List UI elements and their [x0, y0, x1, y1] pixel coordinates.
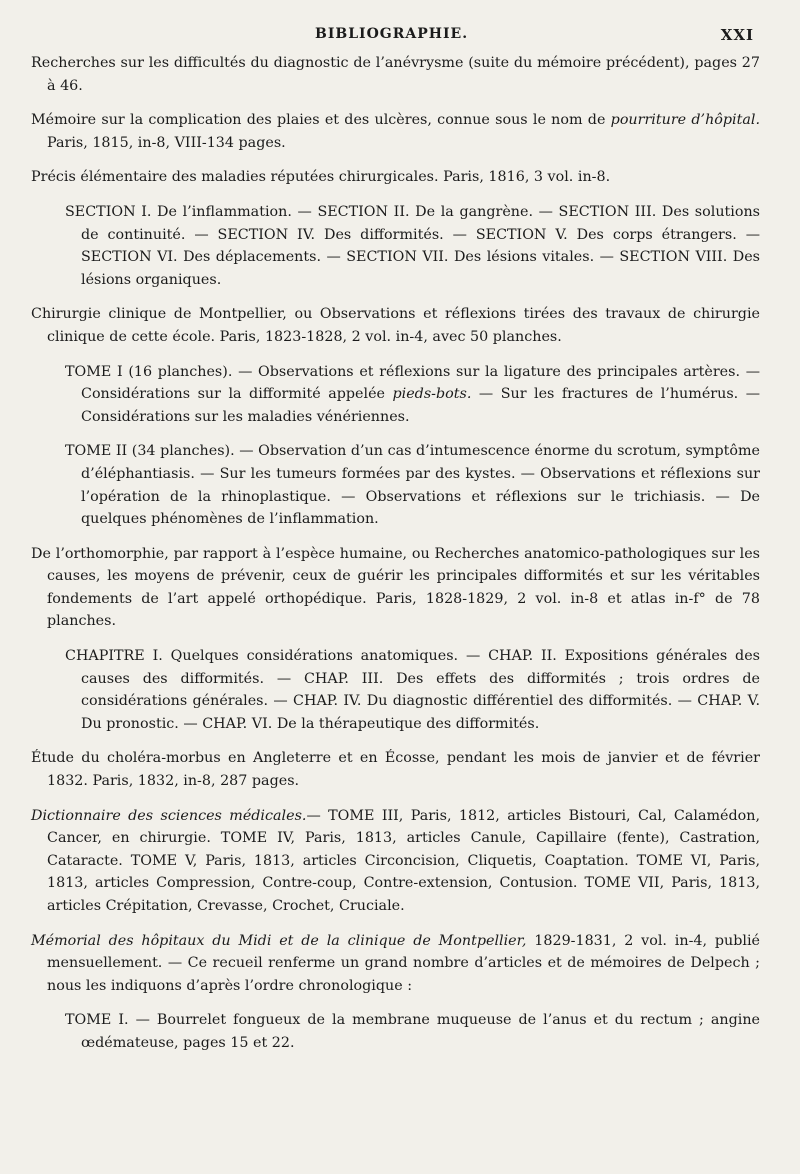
- running-header: [31, 22, 760, 52]
- bibliography-subentry: TOME II (34 planches). — Observation d’un cas d’intumescence énorme du scrotum, symptôme d’éléphantiasis. — Sur les tumeurs formées par des kystes. — Observations et réflexions sur l’opération de la rhinoplastique. — Observations et réflexions sur le trichiasis. — De quelques phénomènes de l’inflammation.: [65, 443, 760, 528]
- page-number: XXI: [720, 26, 754, 44]
- bibliography-subentry: TOME I. — Bourrelet fongueux de la membrane muqueuse de l’anus et du rectum ; angine œdémateuse, pages 15 et 22.: [65, 1012, 760, 1051]
- bibliography-list: [31, 52, 760, 1055]
- bibliography-subentry: TOME I (16 planches). — Observations et réflexions sur la ligature des principales artères. — Considérations sur la difformité appelée pieds-bots. — Sur les fractures de l’humérus. — Considérations sur les maladies vénériennes.: [65, 363, 760, 425]
- bibliography-entry: Étude du choléra-morbus en Angleterre et en Écosse, pendant les mois de janvier et de février 1832. Paris, 1832, in-8, 287 pages.: [31, 750, 760, 790]
- bibliography-entry: Dictionnaire des sciences médicales.— TOME III, Paris, 1812, articles Bistouri, Cal, Calamédon, Cancer, en chirurgie. TOME IV, Paris, 1813, articles Canule, Capillaire (fente), Castration, Cataracte. TOME V, Paris, 1813, articles Circoncision, Cliquetis, Coaptation. TOME VI, Paris, 1813, articles Compression, Contre-coup, Contre-extension, Contusion. TOME VII, Paris, 1813, articles Crépitation, Crevasse, Crochet, Cruciale.: [31, 807, 760, 914]
- bibliography-entry: Chirurgie clinique de Montpellier, ou Observations et réflexions tirées des travaux de chirurgie clinique de cette école. Paris, 1823-1828, 2 vol. in-4, avec 50 planches.: [31, 306, 760, 345]
- header-title: BIBLIOGRAPHIE.: [315, 26, 469, 42]
- bibliography-subentry: SECTION I. De l’inflammation. — SECTION II. De la gangrène. — SECTION III. Des solutions de continuité. — SECTION IV. Des difformités. — SECTION V. Des corps étrangers. — SECTION VI. Des déplacements. — SECTION VII. Des lésions vitales. — SECTION VIII. Des lésions organiques.: [65, 203, 760, 288]
- bibliography-subentry: CHAPITRE I. Quelques considérations anatomiques. — CHAP. II. Expositions générales des causes des difformités. — CHAP. III. Des effets des difformités ; trois ordres de considérations générales. — CHAP. IV. Du diagnostic différentiel des difformités. — CHAP. V. Du pronostic. — CHAP. VI. De la thérapeutique des difformités.: [65, 648, 760, 732]
- bibliography-entry: Mémorial des hôpitaux du Midi et de la clinique de Montpellier, 1829-1831, 2 vol. in-4, publié mensuellement. — Ce recueil renferme un grand nombre d’articles et de mémoires de Delpech ; nous les indiquons d’après l’ordre chronologique :: [31, 932, 760, 994]
- bibliography-entry: Mémoire sur la complication des plaies et des ulcères, connue sous le nom de pourriture d’hôpital. Paris, 1815, in-8, VIII-134 pages.: [31, 112, 761, 151]
- bibliography-entry: De l’orthomorphie, par rapport à l’espèce humaine, ou Recherches anatomico-pathologiques sur les causes, les moyens de prévenir, ceux de guérir les principales difformités et sur les véritables fondements de l’art appelé orthopédique. Paris, 1828-1829, 2 vol. in-8 et atlas in-f° de 78 planches.: [31, 545, 760, 630]
- bibliography-entry: Recherches sur les difficultés du diagnostic de l’anévrysme (suite du mémoire précédent), pages 27 à 46.: [31, 55, 760, 94]
- bibliography-entry: Précis élémentaire des maladies réputées chirurgicales. Paris, 1816, 3 vol. in-8.: [31, 169, 611, 186]
